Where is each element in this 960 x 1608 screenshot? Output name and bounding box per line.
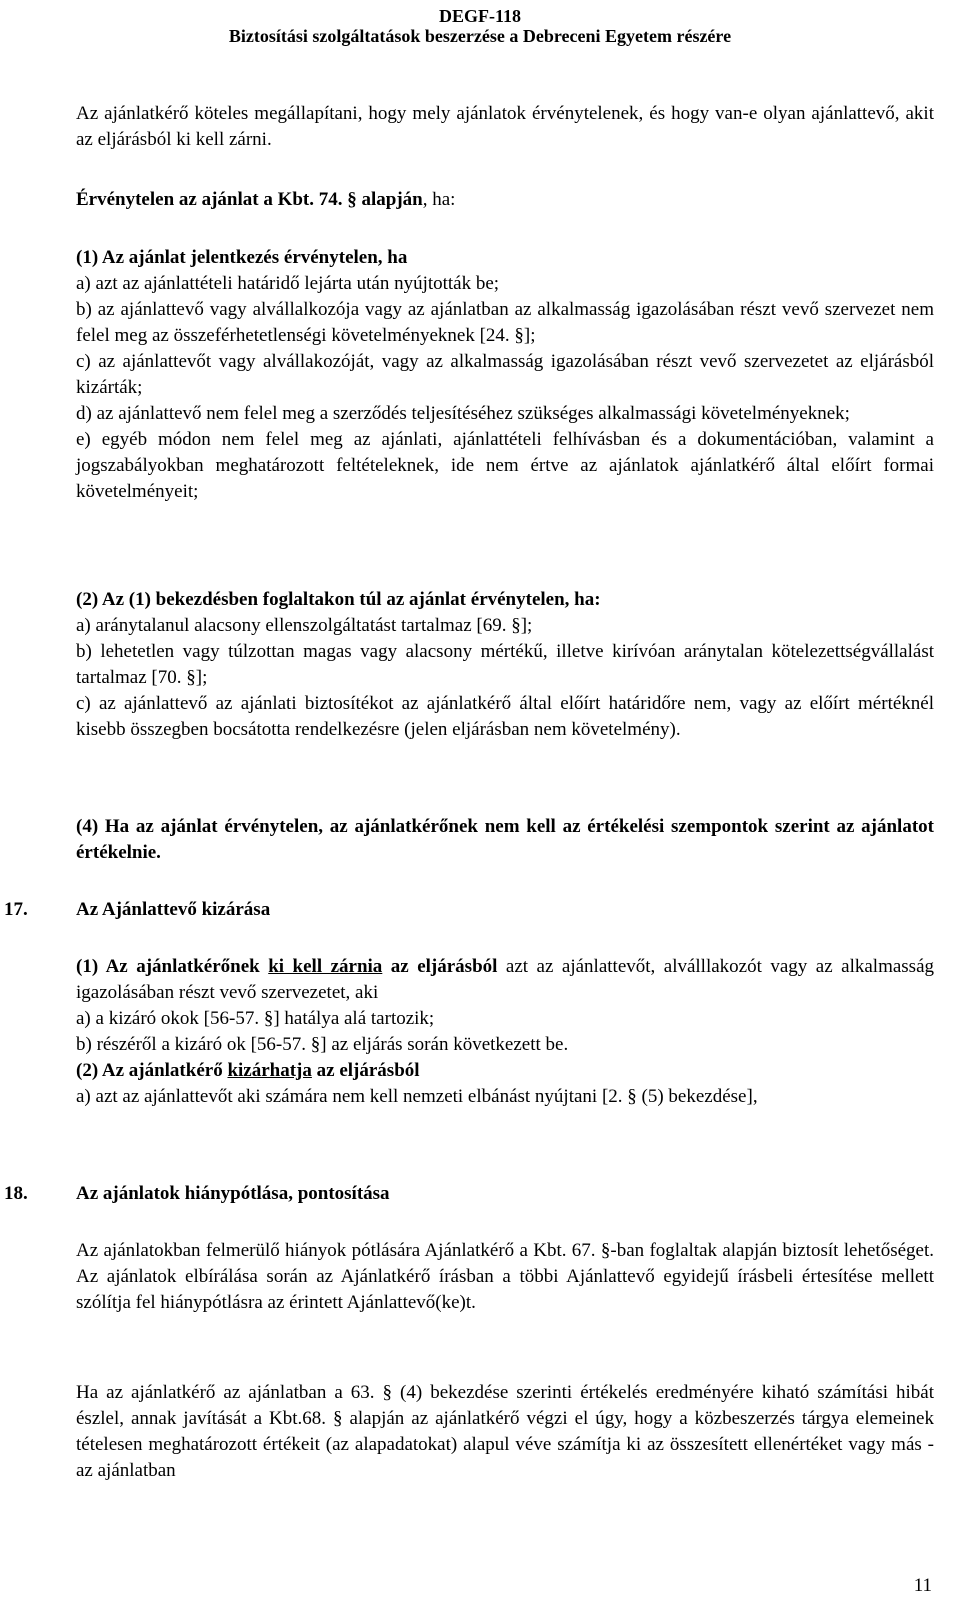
section-18-number: 18. [4, 1183, 28, 1204]
s17-p2-bold: (2) Az ajánlatkérő [76, 1060, 228, 1081]
section-2-list [76, 587, 934, 743]
section-2-item-b: b) lehetetlen vagy túlzottan magas vagy alacsony mértékű, illetve kirívóan aránytalan kötelezettségvállalást tartalmaz [70. §]; [76, 641, 934, 688]
section-18-para-1 [76, 1238, 934, 1316]
section-1-item-a: a) azt az ajánlattételi határidő lejárta után nyújtották be; [76, 273, 500, 294]
section-4-text: (4) Ha az ajánlat érvénytelen, az ajánlatkérőnek nem kell az értékelési szempontok szerint az ajánlatot értékelnie. [76, 816, 934, 863]
intro-text: Az ajánlatkérő köteles megállapítani, hogy mely ajánlatok érvénytelenek, és hogy van-e olyan ajánlattevő, akit az eljárásból ki kell zárni. [76, 103, 934, 150]
section-1-heading: (1) Az ajánlat jelentkezés érvénytelen, ha [76, 247, 408, 268]
invalid-offer-intro [76, 187, 934, 213]
section-1-item-d: d) az ajánlattevő nem felel meg a szerződés teljesítéséhez szükséges alkalmassági követelményeknek; [76, 403, 850, 424]
s17-p2-underlined: kizárhatja [227, 1060, 312, 1081]
section-1-item-c: c) az ajánlattevőt vagy alvállakozóját, vagy az alkalmasság igazolásában részt vevő szervezetet az eljárásból kizárták; [76, 351, 934, 398]
invalid-offer-heading-rest: , ha: [422, 189, 456, 210]
section-17-para-1 [76, 954, 934, 1006]
section-1-item-e: e) egyéb módon nem felel meg az ajánlati, ajánlattételi felhívásban és a dokumentációban, valamint a jogszabályokban meghatározott feltételeknek, ide nem értve az ajánlatok ajánlatkérő által előírt formai követelményeit; [76, 429, 934, 502]
s17-p1-underlined: ki kell zárnia [268, 956, 383, 977]
section-17-para-2 [76, 1058, 934, 1084]
section-17-number: 17. [4, 899, 28, 920]
document-subtitle: Biztosítási szolgáltatások beszerzése a Debreceni Egyetem részére [228, 26, 732, 46]
section-17-item-b: b) részéről a kizáró ok [56-57. §] az eljárás során következett be. [76, 1034, 569, 1055]
invalid-offer-heading: Érvénytelen az ajánlat a Kbt. 74. § alapján [76, 189, 423, 210]
section-17-body [76, 954, 934, 1110]
s17-p1-bold-2: az eljárásból [382, 956, 498, 977]
section-18-para-2 [76, 1380, 934, 1484]
section-17-item-a: a) a kizáró okok [56-57. §] hatálya alá tartozik; [76, 1008, 435, 1029]
section-17-title: Az Ajánlattevő kizárása [76, 899, 271, 920]
section-2-item-a: a) aránytalanul alacsony ellenszolgáltatást tartalmaz [69. §]; [76, 615, 533, 636]
section-17-para-2-item-a: a) azt az ajánlattevőt aki számára nem kell nemzeti elbánást nyújtani [2. § (5) bekezdése], [76, 1086, 758, 1107]
section-18-title: Az ajánlatok hiánypótlása, pontosítása [76, 1183, 390, 1204]
section-4 [76, 814, 934, 866]
section-18-text-2: Ha az ajánlatkérő az ajánlatban a 63. § (4) bekezdése szerinti értékelés eredményére kiható számítási hibát észlel, annak javítását a Kbt.68. § alapján az ajánlatkérő végzi el úgy, hogy a közbeszerzés tárgya elemeinek tételesen meghatározott értékeit (az alapadatokat) alapul véve számítja ki az összesített ellenértéket vagy más - az ajánlatban [76, 1382, 934, 1481]
section-2-item-c: c) az ajánlattevő az ajánlati biztosítékot az ajánlatkérő által előírt határidőre nem, vagy az előírt mértéknél kisebb összegben bocsátotta rendelkezésre (jelen eljárásban nem követelmény). [76, 693, 934, 740]
s17-p2-bold-2: az eljárásból [311, 1060, 420, 1081]
section-18-text-1: Az ajánlatokban felmerülő hiányok pótlására Ajánlatkérő a Kbt. 67. §-ban foglaltak alapján biztosít lehetőséget. Az ajánlatok elbírálása során az Ajánlatkérő írásban a többi Ajánlattevő egyidejű írásbeli értesítése mellett szólítja fel hiánypótlásra az érintett Ajánlattevő(ke)t. [76, 1240, 934, 1313]
document-code: DEGF-118 [438, 6, 521, 26]
section-2-heading: (2) Az (1) bekezdésben foglaltakon túl az ajánlat érvénytelen, ha: [76, 589, 601, 610]
intro-paragraph [76, 101, 934, 153]
page-number: 11 [913, 1575, 932, 1596]
s17-p1-bold: (1) Az ajánlatkérőnek [76, 956, 269, 977]
section-1-item-b: b) az ajánlattevő vagy alvállalkozója vagy az ajánlatban az alkalmasság igazolásában részt vevő szervezet nem felel meg az összeférhetetlenségi követelményeknek [24. §]; [76, 299, 934, 346]
s17-p1-rest: azt az ajánlattevőt, alválllakozót vagy az alkalmasság igazolásában részt vevő szervezetet, aki [76, 956, 934, 1003]
section-1-list [76, 245, 934, 505]
